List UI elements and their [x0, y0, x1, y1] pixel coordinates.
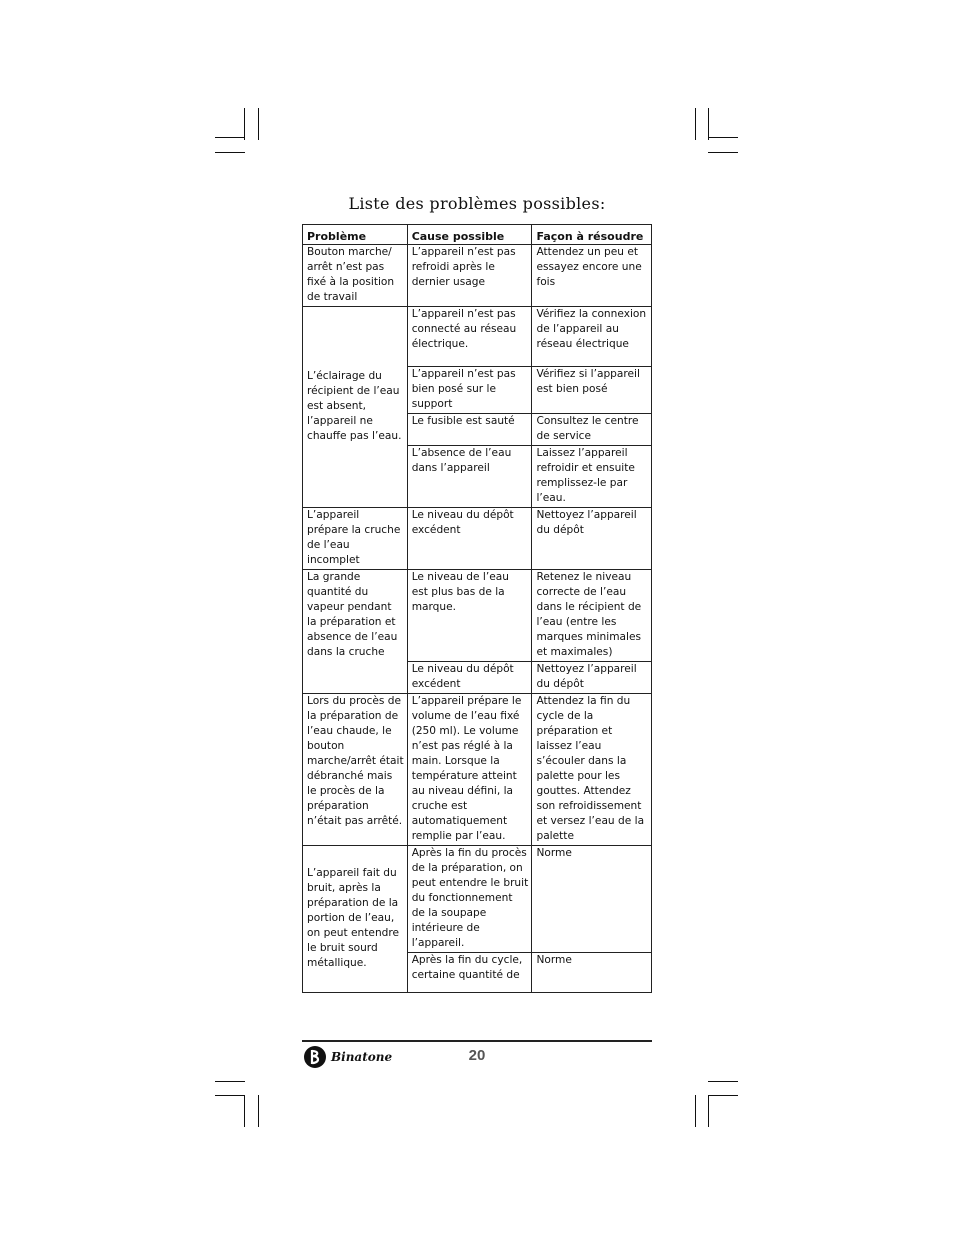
cause-cell: Le fusible est sauté [407, 414, 532, 446]
cause-cell: L’absence de l’eau dans l’appareil [407, 446, 532, 508]
table-row [303, 694, 652, 846]
solution-cell: Vérifiez si l’appareil est bien posé [532, 367, 652, 414]
crop-mark [695, 1095, 696, 1127]
table-row [303, 245, 652, 307]
cause-cell: L’appareil n’est pas refroidi après le dernier usage [407, 245, 532, 307]
table-row [303, 307, 652, 367]
crop-mark [215, 137, 245, 138]
solution-cell: Attendez la fin du cycle de la préparation et laissez l’eau s’écouler dans la palette pour les gouttes. Attendez son refroidissement et versez l’eau de la palette [532, 694, 652, 846]
table-row [303, 846, 652, 953]
cause-cell: Après la fin du procès de la préparation, on peut entendre le bruit du fonctionnement de la soupape intérieure de l’appareil. [407, 846, 532, 953]
problem-cell: L’éclairage du récipient de l’eau est absent, l’appareil ne chauffe pas l’eau. [303, 307, 408, 508]
brand-name: Binatone [331, 1050, 393, 1064]
table-header-row [303, 225, 652, 245]
table-row [303, 570, 652, 662]
solution-cell: Nettoyez l’appareil du dépôt [532, 662, 652, 694]
crop-mark [258, 1095, 259, 1127]
solution-cell: Nettoyez l’appareil du dépôt [532, 508, 652, 570]
problem-cell: L’appareil fait du bruit, après la préparation de la portion de l’eau, on peut entendre le bruit sourd métallique. [303, 846, 408, 993]
solution-cell: Attendez un peu et essayez encore une fois [532, 245, 652, 307]
problem-cell: Lors du procès de la préparation de l’eau chaude, le bouton marche/arrêt était débranché mais le procès de la préparation n’était pas arrêté. [303, 694, 408, 846]
crop-mark [708, 108, 709, 140]
cause-cell: L’appareil prépare le volume de l’eau fixé (250 ml). Le volume n’est pas réglé à la main. Lorsque la température atteint au niveau défini, la cruche est automatiquement remplie par l’eau. [407, 694, 532, 846]
page-title: Liste des problèmes possibles: [348, 194, 606, 213]
brand-logo [303, 1045, 392, 1069]
header-problem: Problème [303, 225, 408, 245]
crop-mark [215, 152, 245, 153]
table-row [303, 508, 652, 570]
crop-mark [708, 1081, 738, 1082]
cause-cell: Le niveau du dépôt excédent [407, 508, 532, 570]
cause-cell: L’appareil n’est pas bien posé sur le support [407, 367, 532, 414]
problem-cell: Bouton marche/ arrêt n’est pas fixé à la position de travail [303, 245, 408, 307]
header-cause: Cause possible [407, 225, 532, 245]
crop-mark [244, 108, 245, 140]
cause-cell: Le niveau du dépôt excédent [407, 662, 532, 694]
problem-cell: La grande quantité du vapeur pendant la préparation et absence de l’eau dans la cruche [303, 570, 408, 694]
solution-cell: Laissez l’appareil refroidir et ensuite remplissez-le par l’eau. [532, 446, 652, 508]
problem-cell: L’appareil prépare la cruche de l’eau incomplet [303, 508, 408, 570]
crop-mark [244, 1095, 245, 1127]
troubleshooting-table [302, 224, 652, 993]
crop-mark [708, 152, 738, 153]
crop-mark [708, 137, 738, 138]
solution-cell: Retenez le niveau correcte de l’eau dans le récipient de l’eau (entre les marques minimales et maximales) [532, 570, 652, 662]
cause-cell: Le niveau de l’eau est plus bas de la marque. [407, 570, 532, 662]
cause-cell: Après la fin du cycle, certaine quantité de [407, 953, 532, 993]
solution-cell: Vérifiez la connexion de l’appareil au réseau électrique [532, 307, 652, 367]
solution-cell: Norme [532, 846, 652, 953]
solution-cell: Consultez le centre de service [532, 414, 652, 446]
crop-mark [215, 1095, 245, 1096]
crop-mark [695, 108, 696, 140]
binatone-logo-icon [303, 1045, 329, 1069]
crop-mark [215, 1081, 245, 1082]
footer-rule [302, 1040, 652, 1042]
solution-cell: Norme [532, 953, 652, 993]
header-solution: Façon à résoudre [532, 225, 652, 245]
crop-mark [258, 108, 259, 140]
crop-mark [708, 1095, 738, 1096]
cause-cell: L’appareil n’est pas connecté au réseau électrique. [407, 307, 532, 367]
crop-mark [708, 1095, 709, 1127]
page-number: 20 [468, 1047, 486, 1064]
